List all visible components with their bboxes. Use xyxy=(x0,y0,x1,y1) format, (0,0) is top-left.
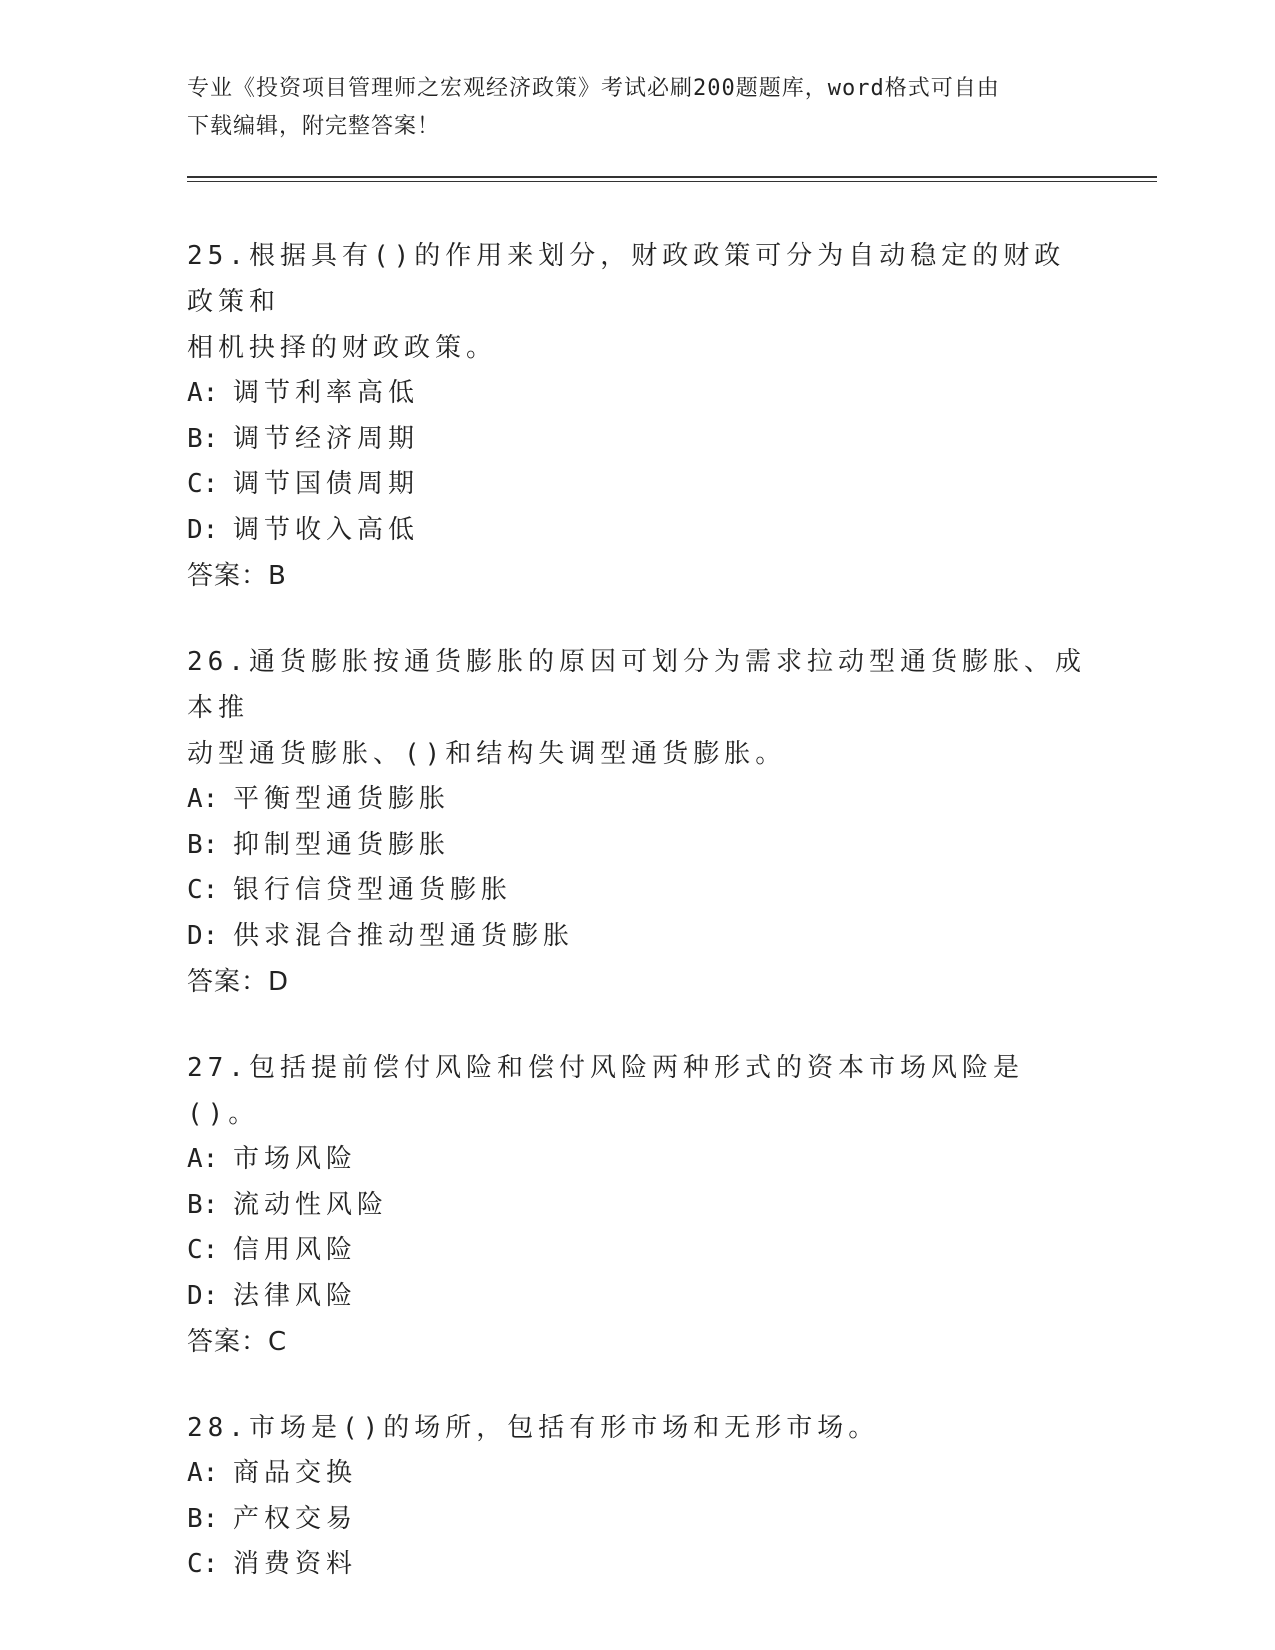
option-b xyxy=(187,417,1087,463)
option-b xyxy=(187,1497,1087,1543)
option-letter: A: xyxy=(187,1458,219,1488)
option-letter: C: xyxy=(187,1549,219,1579)
question-stem xyxy=(187,1405,1087,1451)
question-stem xyxy=(187,1045,1087,1137)
option-text: 市场风险 xyxy=(233,1144,358,1174)
answer-label: 答案：D xyxy=(187,967,290,997)
option-b xyxy=(187,823,1087,869)
option-text: 供求混合推动型通货膨胀 xyxy=(233,920,575,951)
option-a xyxy=(187,1451,1087,1497)
option-letter: D: xyxy=(187,1280,219,1311)
answer-label: 答案：C xyxy=(187,1327,288,1357)
option-c xyxy=(187,1228,1087,1274)
option-letter: B: xyxy=(187,423,219,454)
question-stem-line: 相机抉择的财政政策。 xyxy=(187,333,498,363)
option-letter: B: xyxy=(187,1503,219,1534)
option-c xyxy=(187,462,1087,508)
option-text: 商品交换 xyxy=(233,1458,358,1488)
question-stem xyxy=(187,639,1087,777)
question-stem-line: 26.通货膨胀按通货膨胀的原因可划分为需求拉动型通货膨胀、成本推 xyxy=(187,647,1086,723)
option-letter: C: xyxy=(187,469,219,499)
header-line-2: 下载编辑，附完整答案！ xyxy=(187,114,441,139)
question-stem-line: 27.包括提前偿付风险和偿付风险两种形式的资本市场风险是()。 xyxy=(187,1053,1024,1129)
option-text: 抑制型通货膨胀 xyxy=(233,829,451,860)
option-text: 调节国债周期 xyxy=(233,469,420,499)
option-a xyxy=(187,1137,1087,1183)
option-text: 银行信贷型通货膨胀 xyxy=(233,875,513,905)
option-text: 消费资料 xyxy=(233,1549,358,1579)
option-letter: C: xyxy=(187,1235,219,1265)
option-b xyxy=(187,1183,1087,1229)
question-26 xyxy=(187,639,1087,1005)
question-stem xyxy=(187,233,1087,371)
option-letter: A: xyxy=(187,1144,219,1174)
option-text: 调节收入高低 xyxy=(233,514,420,545)
option-text: 法律风险 xyxy=(233,1280,358,1311)
option-letter: D: xyxy=(187,920,219,951)
header-divider-thin xyxy=(187,181,1157,182)
option-text: 信用风险 xyxy=(233,1235,358,1265)
question-stem-line: 动型通货膨胀、()和结构失调型通货膨胀。 xyxy=(187,739,787,769)
option-letter: B: xyxy=(187,1189,219,1220)
option-text: 产权交易 xyxy=(233,1503,358,1534)
answer-label: 答案：B xyxy=(187,561,287,591)
option-d xyxy=(187,914,1087,960)
option-letter: A: xyxy=(187,784,219,814)
option-letter: B: xyxy=(187,829,219,860)
option-a xyxy=(187,371,1087,417)
option-c xyxy=(187,1542,1087,1588)
option-letter: C: xyxy=(187,875,219,905)
option-letter: A: xyxy=(187,378,219,408)
question-list xyxy=(187,233,1087,1628)
question-stem-line: 25.根据具有()的作用来划分，财政政策可分为自动稳定的财政政策和 xyxy=(187,241,1066,317)
option-text: 流动性风险 xyxy=(233,1189,389,1220)
option-d xyxy=(187,1274,1087,1320)
question-stem-line: 28.市场是()的场所，包括有形市场和无形市场。 xyxy=(187,1413,880,1443)
question-28 xyxy=(187,1405,1087,1588)
question-25 xyxy=(187,233,1087,599)
option-text: 调节经济周期 xyxy=(233,423,420,454)
page-header xyxy=(187,70,1067,146)
option-d xyxy=(187,508,1087,554)
option-text: 调节利率高低 xyxy=(233,378,420,408)
header-line-1: 专业《投资项目管理师之宏观经济政策》考试必刷200题题库，word格式可自由 xyxy=(187,76,1000,101)
option-a xyxy=(187,777,1087,823)
option-c xyxy=(187,868,1087,914)
option-letter: D: xyxy=(187,514,219,545)
header-divider xyxy=(187,176,1157,178)
question-27 xyxy=(187,1045,1087,1365)
option-text: 平衡型通货膨胀 xyxy=(233,784,451,814)
